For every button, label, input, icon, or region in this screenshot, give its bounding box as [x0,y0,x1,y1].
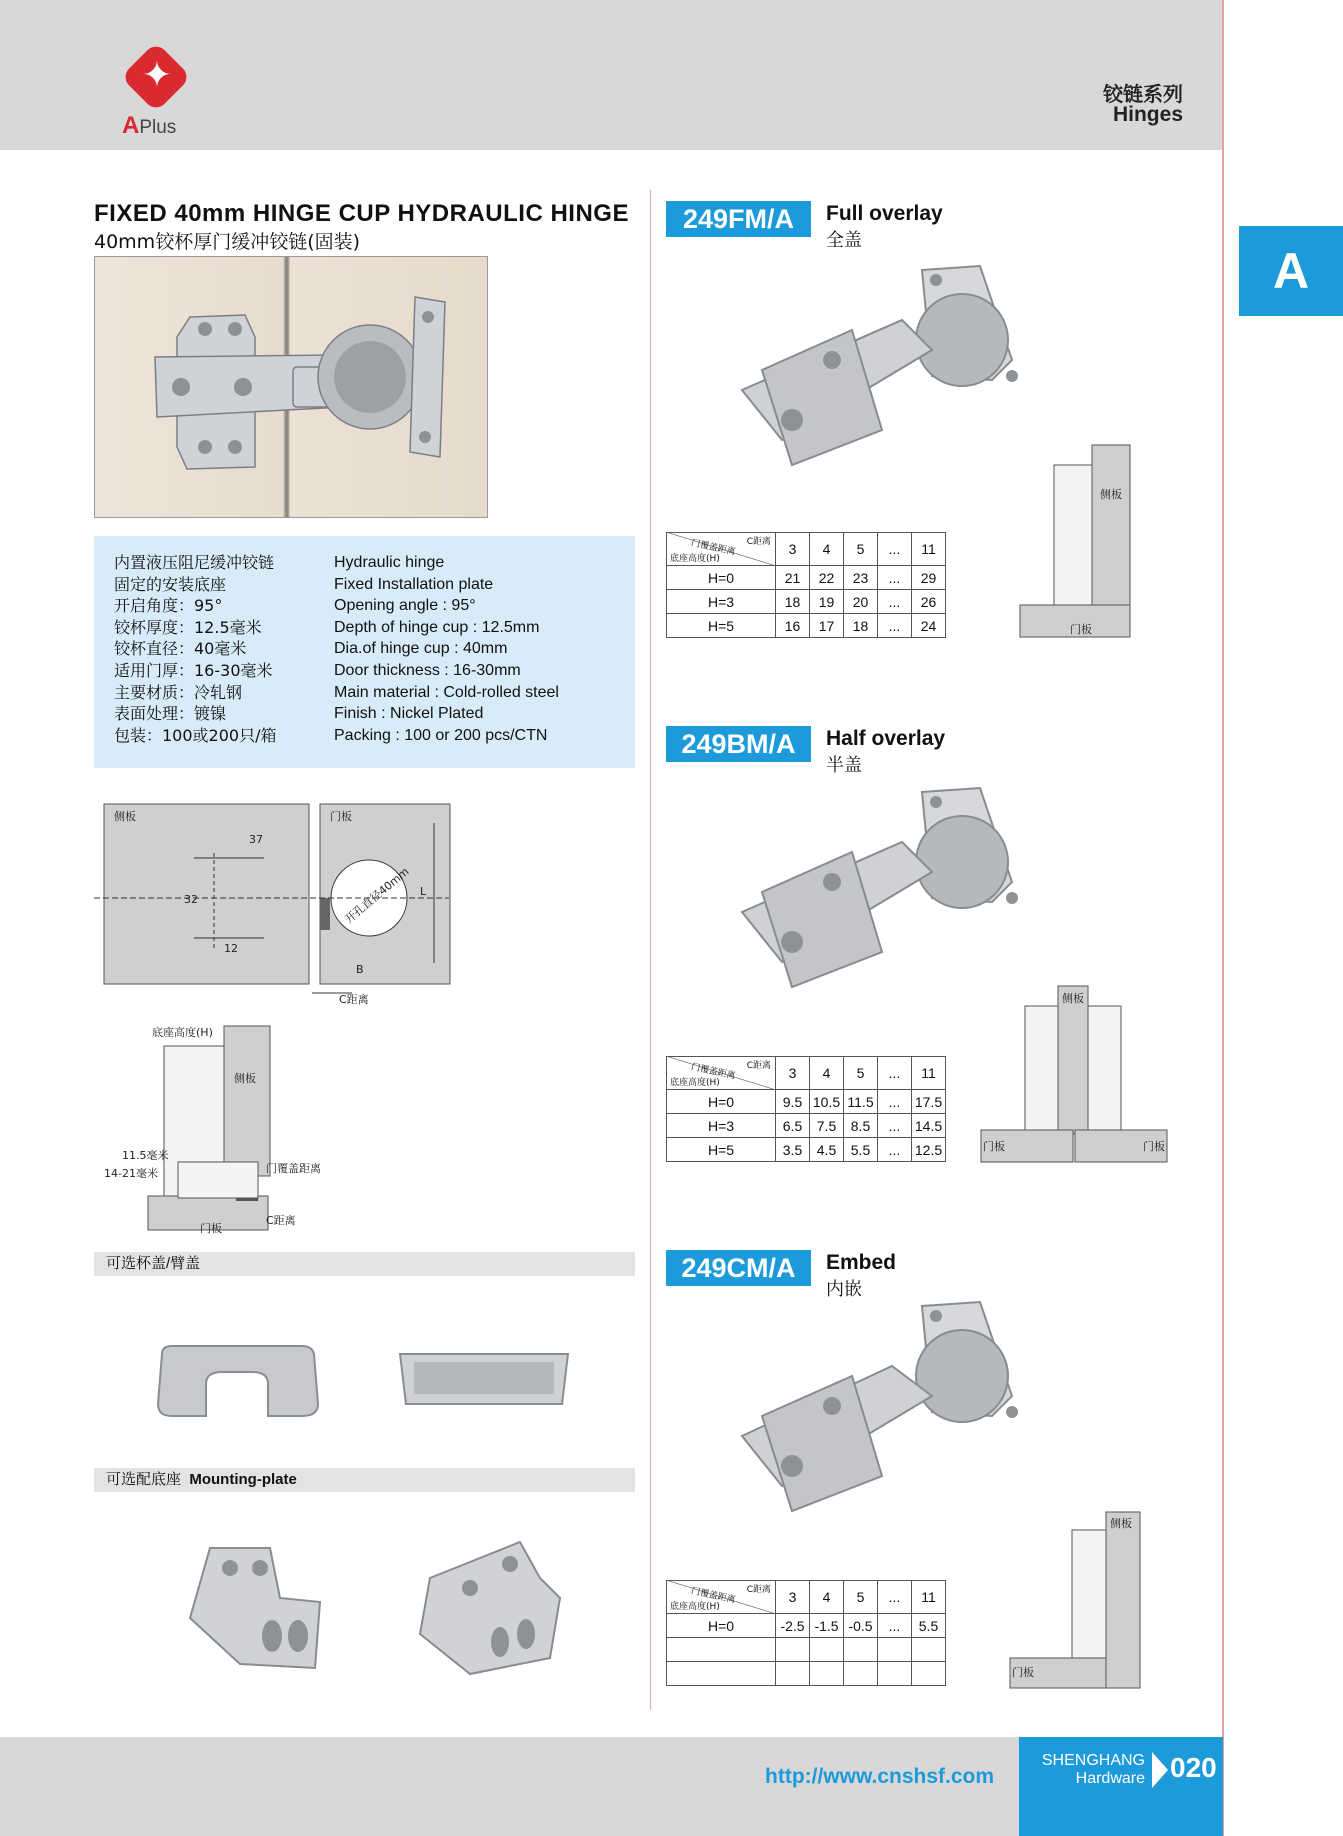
door-panel-label: 门板 [1012,1666,1034,1679]
spec-item: 表面处理：镀镍 [114,704,227,724]
page-edge-rule [1222,0,1224,1836]
brand-subtitle: Hardware [1075,1770,1145,1787]
model-name-en: Half overlay [826,727,946,750]
model-code-badge: 249CM/A [666,1250,811,1286]
spec-item: Door thickness : 16-30mm [334,661,521,679]
spec-item: Packing : 100 or 200 pcs/CTN [334,726,548,744]
embed-table: C距离 门覆盖距离 底座高度(H) 3 4 5 ... 11 H=0 -2.5 -1.5 -0.5 ... 5.5 [666,1580,946,1686]
c-distance-label: C距离 [266,1214,296,1227]
column-divider [650,190,651,1710]
spec-item: 铰杯厚度：12.5毫米 [114,617,262,637]
dimension-12: 12 [224,942,238,955]
door-panel-label: 门板 [1070,623,1092,636]
hinge-installed-photo [94,256,488,518]
spec-item: 开启角度：95° [114,596,223,616]
half-overlay-table: C距离 门覆盖距离 底座高度(H) 3 4 5 ... 11 H=0 9.5 10.5 11.5 ... 17.5 H=3 6.5 7.5 8.5 ... 14.5 H=5 3.5 4.5 5.5 ... 12.5 [666,1056,946,1162]
spec-item: 包装：100或200只/箱 [114,725,277,745]
model-name-en: Full overlay [826,202,943,225]
spec-list-cn [114,552,276,746]
section-tab[interactable]: A [1239,226,1343,316]
dimension-14-21: 14-21毫米 [104,1167,158,1180]
spec-item: 主要材质：冷轧钢 [114,682,243,702]
series-title-en: Hinges [1112,103,1183,126]
spec-item: 铰杯直径：40毫米 [114,639,247,659]
table-row [667,1662,946,1686]
mounting-plate-image-2 [410,1538,570,1678]
dimension-11-5: 11.5毫米 [122,1149,169,1162]
spec-list-en [334,552,559,746]
full-overlay-hinge-image [722,260,1052,490]
brand-logo-text: APlus [122,112,177,139]
overlay-distance-label: 门覆盖距离 [266,1162,321,1175]
model-code-badge: 249FM/A [666,201,811,237]
spec-item: Opening angle : 95° [334,597,476,615]
brand-name: SHENGHANG [1041,1752,1145,1769]
model-name-en: Embed [826,1251,897,1274]
table-row: H=5 16 17 18 ... 24 [667,614,946,638]
product-title-cn: 40mm铰杯厚门缓冲铰链(固装) [94,231,361,253]
star-icon: ✦ [141,54,173,95]
side-panel-label: 侧板 [114,810,136,823]
mounting-plate-image-1 [180,1538,330,1678]
base-height-label: 底座高度(H) [152,1026,213,1039]
model-name-cn: 内嵌 [826,1279,862,1300]
arrow-right-icon [1152,1752,1168,1788]
hinge-section-diagram [94,1022,344,1240]
table-row: H=3 18 19 20 ... 26 [667,590,946,614]
door-panel-label: 门板 [200,1222,222,1235]
side-panel-label: 侧板 [234,1072,256,1085]
spec-item: Depth of hinge cup : 12.5mm [334,618,540,636]
door-panel-label: 门板 [1143,1140,1165,1153]
spec-item: Hydraulic hinge [334,554,445,571]
hole-diameter-label: 开孔直径40mm [342,864,412,926]
spec-box [94,536,635,768]
table-row: H=5 3.5 4.5 5.5 ... 12.5 [667,1138,946,1162]
model-code-badge: 249BM/A [666,726,811,762]
embed-hinge-image [722,1296,1052,1532]
model-name-cn: 全盖 [826,230,862,251]
full-overlay-section-diagram [1018,443,1133,643]
dimension-37: 37 [249,833,263,846]
dimension-B: B [356,963,364,976]
side-panel-label: 侧板 [1110,1517,1132,1530]
side-panel-label: 侧板 [1062,992,1084,1005]
embed-section-diagram [1008,1510,1143,1690]
spec-item: Main material : Cold-rolled steel [334,683,559,701]
spec-item: 固定的安装底座 [114,574,227,594]
drilling-diagram [94,803,454,1009]
dimension-32: 32 [184,893,198,906]
cup-cover-options-bar: 可选杯盖/臂盖 [94,1252,635,1276]
page-number: 020 [1170,1752,1217,1783]
series-title-cn: 铰链系列 [1103,82,1183,106]
table-row: H=0 9.5 10.5 11.5 ... 17.5 [667,1090,946,1114]
spec-item: 内置液压阻尼缓冲铰链 [114,553,275,572]
product-title: FIXED 40mm HINGE CUP HYDRAULIC HINGE [94,200,629,227]
model-name-cn: 半盖 [826,755,862,776]
half-overlay-section-diagram [979,984,1169,1166]
spec-item: Finish : Nickel Plated [334,705,484,723]
dimension-L: L [420,885,427,898]
side-panel-label: 侧板 [1100,488,1122,501]
arm-cover-image [396,1350,572,1408]
door-panel-label: 门板 [330,810,352,823]
website-link[interactable]: http://www.cnshsf.com [765,1765,995,1788]
spec-item: Dia.of hinge cup : 40mm [334,640,508,658]
full-overlay-table: C距离 门覆盖距离 底座高度(H) 3 4 5 ... 11 H=0 21 22 23 ... 29 H=3 18 19 20 ... 26 H=5 16 17 18 ... 24 [666,532,946,638]
table-row: H=0 -2.5 -1.5 -0.5 ... 5.5 [667,1614,946,1638]
table-row: H=0 21 22 23 ... 29 [667,566,946,590]
spec-item: 适用门厚：16-30毫米 [114,660,273,680]
half-overlay-hinge-image [722,782,1052,1012]
door-panel-label: 门板 [983,1140,1005,1153]
cup-cover-image [152,1344,322,1420]
spec-item: Fixed Installation plate [334,575,494,593]
c-distance-label: C距离 [339,993,369,1006]
mounting-plate-options-bar: 可选配底座 Mounting-plate [94,1468,635,1492]
table-row: H=3 6.5 7.5 8.5 ... 14.5 [667,1114,946,1138]
table-row [667,1638,946,1662]
